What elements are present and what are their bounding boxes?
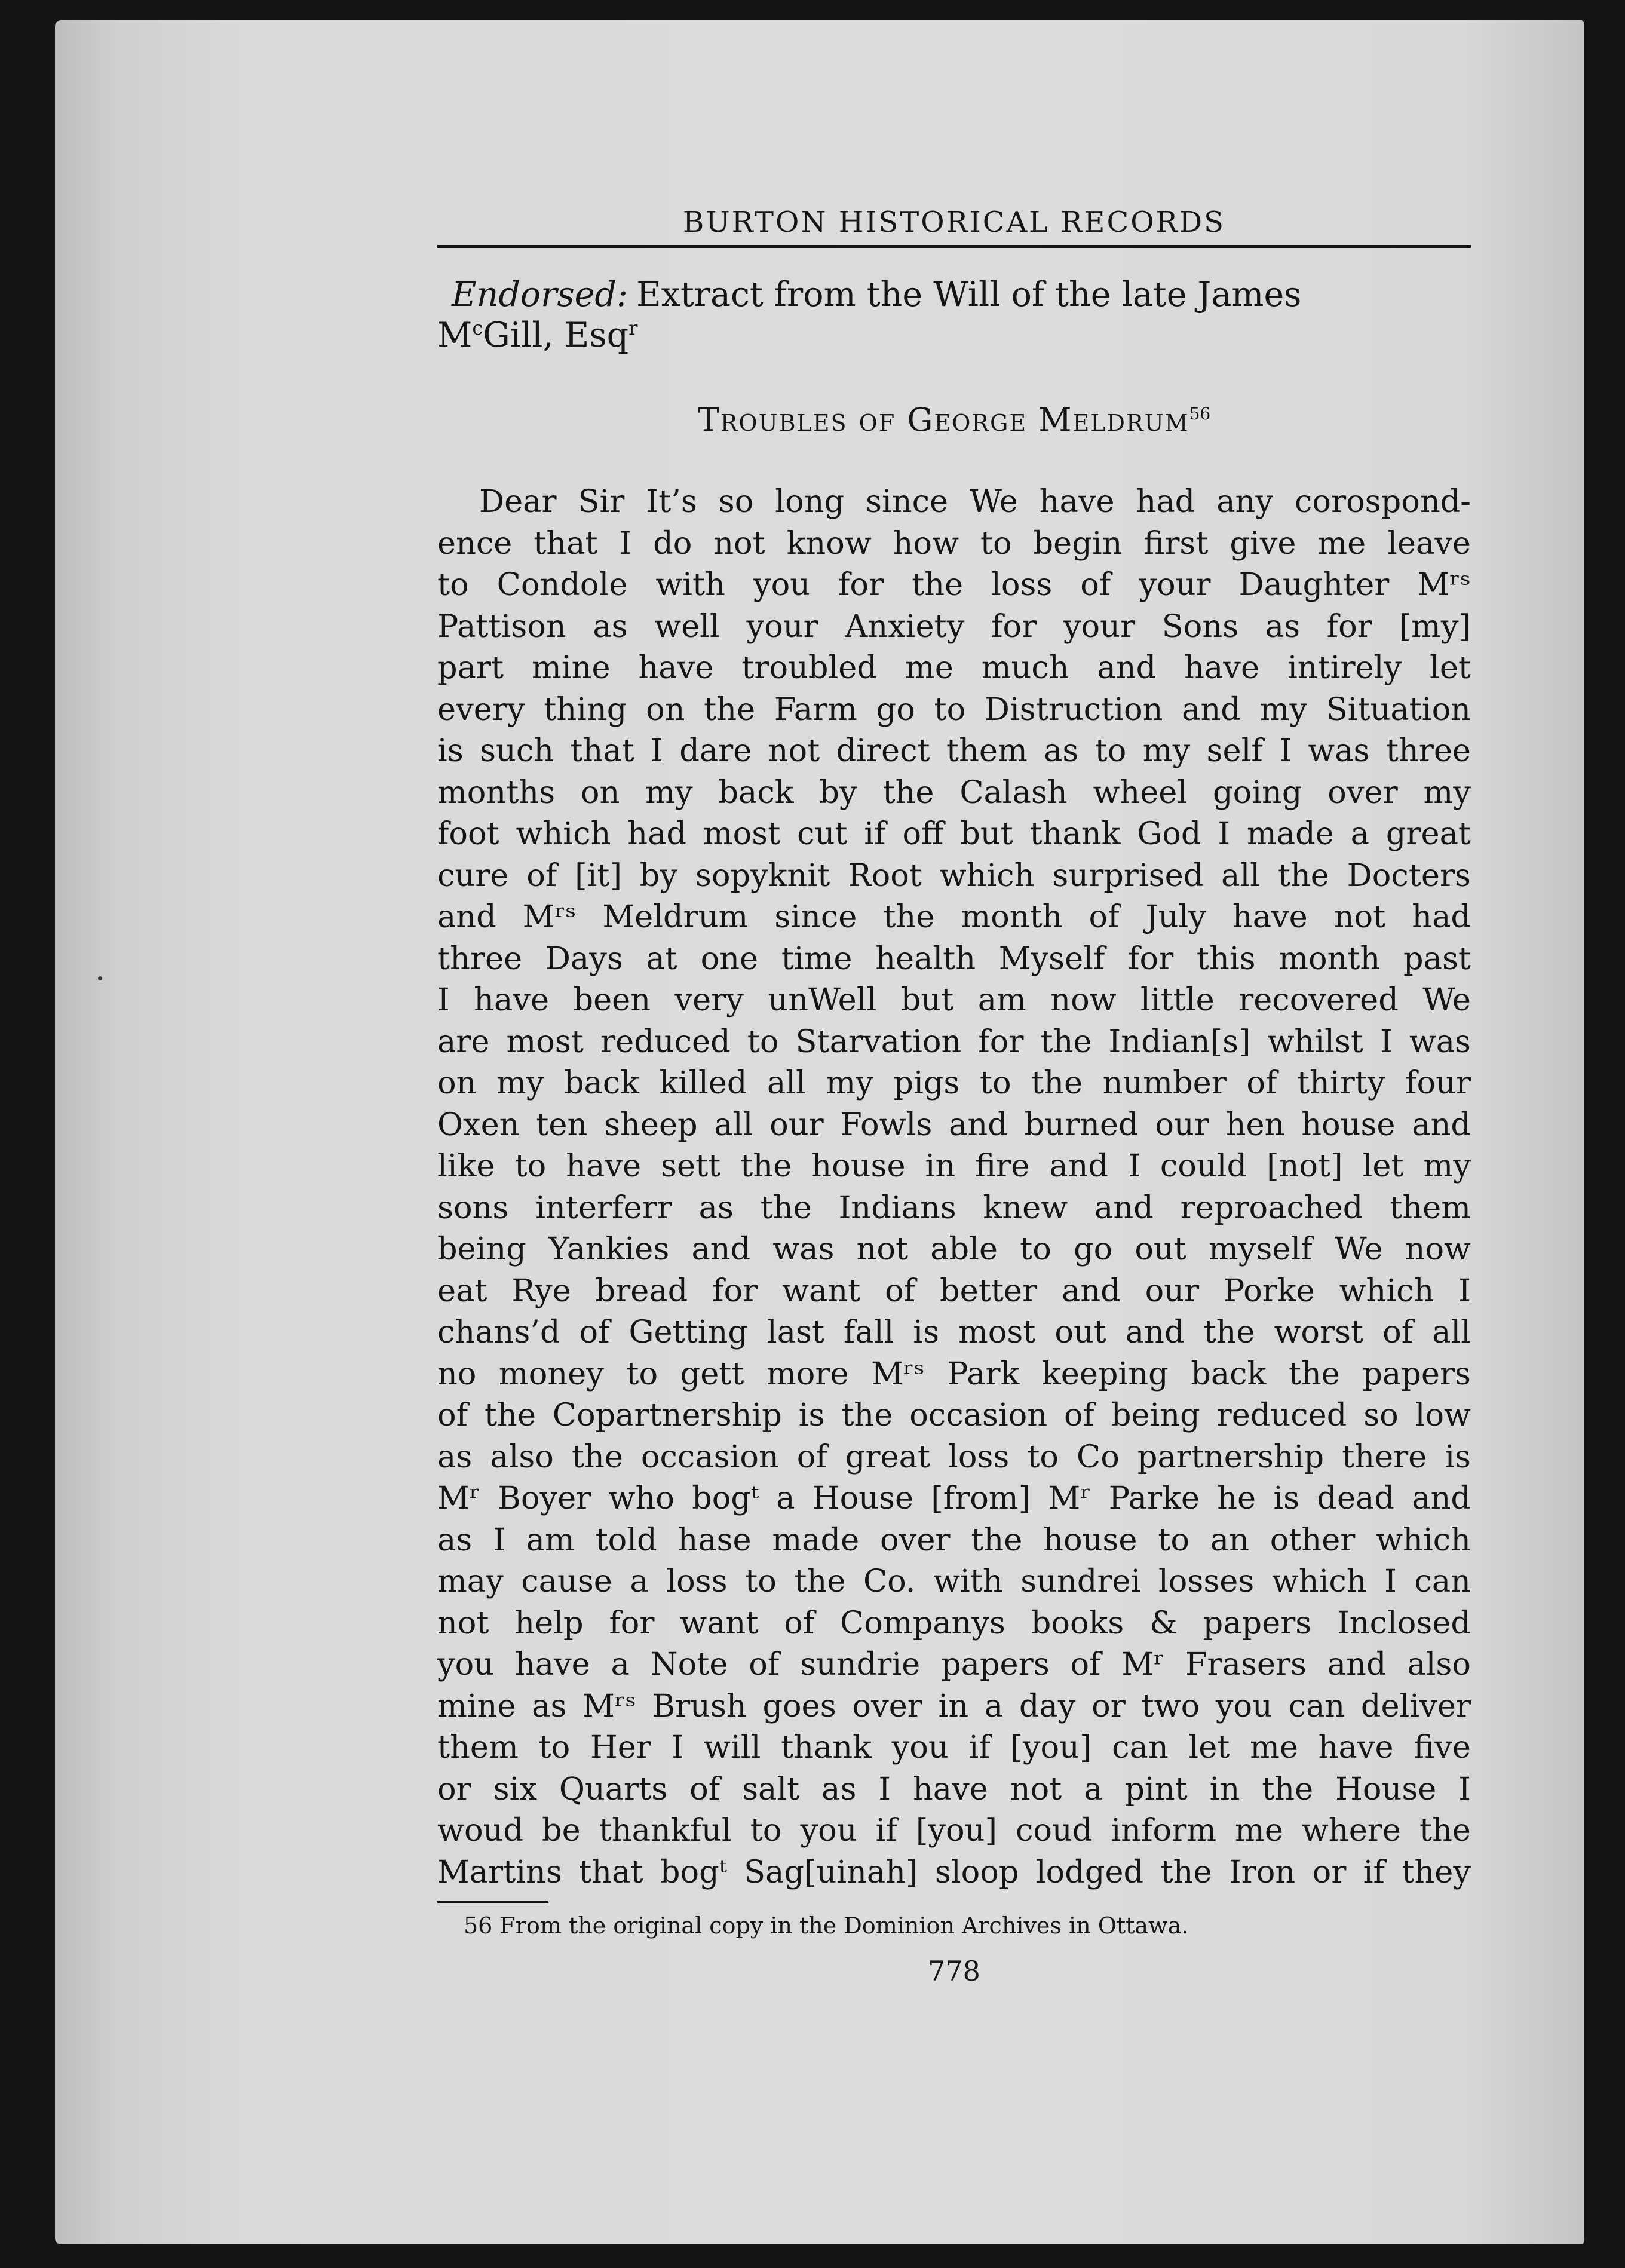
endorsement-label: Endorsed: xyxy=(452,275,628,314)
letter-line: sons interferr as the Indians knew and reproached them xyxy=(437,1189,1471,1226)
letter-line: and Mʳˢ Meldrum since the month of July have not had xyxy=(437,899,1471,935)
paper-speck xyxy=(98,976,102,980)
letter-line: to Condole with you for the loss of your Daughter Mʳˢ xyxy=(437,566,1471,603)
letter-line: may cause a loss to the Co. with sundrei losses which I can xyxy=(437,1563,1471,1599)
page-content xyxy=(437,203,1471,1988)
endorsement-sup-r: r xyxy=(628,317,638,339)
endorsement-cont-mid: Gill, Esq xyxy=(483,315,629,355)
letter-line: Pattison as well your Anxiety for your Sons as for [my] xyxy=(437,608,1471,645)
letter-line: chans’d of Getting last fall is most out and the worst of all xyxy=(437,1314,1471,1350)
letter-line: mine as Mʳˢ Brush goes over in a day or two you can deliver xyxy=(437,1687,1471,1724)
running-head: BURTON HISTORICAL RECORDS xyxy=(682,206,1226,239)
letter-line: woud be thankful to you if [you] coud inform me where the xyxy=(437,1812,1471,1849)
endorsement-cont-pre: M xyxy=(437,315,473,355)
footnote-rule xyxy=(437,1901,548,1903)
letter-line: of the Copartnership is the occasion of being reduced so low xyxy=(437,1397,1471,1433)
endorsement-sup-c: c xyxy=(472,317,483,339)
letter-line: Dear Sir It’s so long since We have had any corospond- xyxy=(479,483,1471,520)
letter-line: every thing on the Farm go to Distruction and my Situation xyxy=(437,691,1471,728)
article-title-text: Troubles of George Meldrum xyxy=(697,401,1189,439)
letter-line: cure of [it] by sopyknit Root which surprised all the Docters xyxy=(437,857,1471,894)
letter-line: as also the occasion of great loss to Co partnership there is xyxy=(437,1438,1471,1475)
letter-line: on my back killed all my pigs to the number of thirty four xyxy=(437,1065,1471,1101)
letter-line: no money to gett more Mʳˢ Park keeping back the papers xyxy=(437,1355,1471,1392)
letter-line: months on my back by the Calash wheel going over my xyxy=(437,774,1471,811)
letter-line: are most reduced to Starvation for the Indian[s] whilst I was xyxy=(437,1023,1471,1060)
letter-line: Oxen ten sheep all our Fowls and burned our hen house and xyxy=(437,1106,1471,1143)
letter-line: I have been very unWell but am now little recovered We xyxy=(437,982,1471,1018)
footnote: 56 From the original copy in the Dominion Archives in Ottawa. xyxy=(464,1913,1189,1939)
endorsement xyxy=(437,274,1471,355)
letter-line: ence that I do not know how to begin first give me leave xyxy=(437,525,1471,562)
letter-line: eat Rye bread for want of better and our Porke which I xyxy=(437,1272,1471,1309)
page-number: 778 xyxy=(928,1955,980,1987)
letter-line: Mʳ Boyer who bogᵗ a House [from] Mʳ Parke he is dead and xyxy=(437,1480,1471,1516)
letter-line: or six Quarts of salt as I have not a pint in the House I xyxy=(437,1770,1471,1807)
letter-line: you have a Note of sundrie papers of Mʳ Frasers and also xyxy=(437,1646,1471,1682)
letter-body xyxy=(437,481,1471,1893)
letter-line: not help for want of Companys books & papers Inclosed xyxy=(437,1604,1471,1641)
footnote-reference: 56 xyxy=(1189,404,1211,424)
letter-line: part mine have troubled me much and have intirely let xyxy=(437,649,1471,686)
endorsement-text: Extract from the Will of the late James xyxy=(636,275,1302,314)
header-rule xyxy=(437,245,1471,248)
letter-line: is such that I dare not direct them as to my self I was three xyxy=(437,732,1471,769)
letter-line: foot which had most cut if off but thank God I made a great xyxy=(437,816,1471,852)
letter-line: three Days at one time health Myself for this month past xyxy=(437,940,1471,977)
article-title xyxy=(437,401,1471,439)
letter-line: them to Her I will thank you if [you] can let me have five xyxy=(437,1729,1471,1766)
letter-line: being Yankies and was not able to go out myself We now xyxy=(437,1231,1471,1267)
letter-line: Martins that bogᵗ Sag[uinah] sloop lodged the Iron or if they xyxy=(437,1853,1471,1890)
letter-line: like to have sett the house in fire and I could [not] let my xyxy=(437,1148,1471,1184)
letter-line: as I am told hase made over the house to an other which xyxy=(437,1521,1471,1558)
